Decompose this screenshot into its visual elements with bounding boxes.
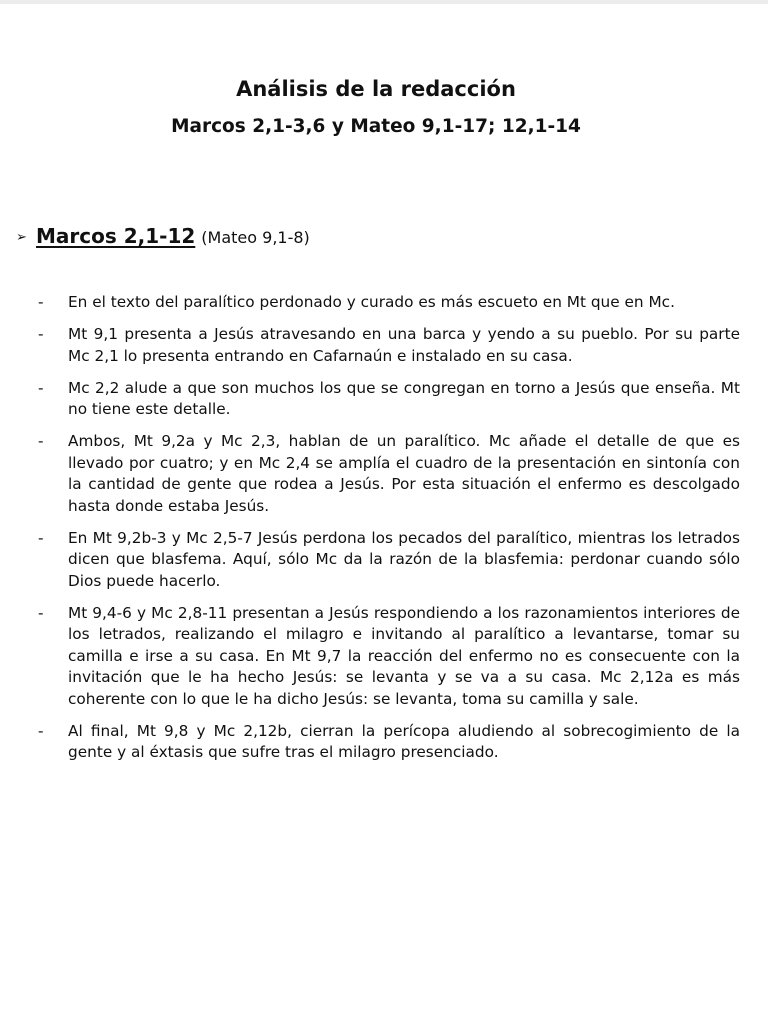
list-dash: -	[38, 378, 44, 397]
section-heading-reference: (Mateo 9,1-8)	[201, 228, 310, 247]
list-item	[38, 431, 740, 517]
list-item-text: Mt 9,4-6 y Mc 2,8-11 presentan a Jesús respondiendo a los razonamientos interiores de los letrados, realizando el milagro e invitando al paralítico a levantarse, tomar su camilla e irse a su casa. En Mt 9,7 la reacción del enfermo no es consecuente con la invitación que le ha hecho Jesús: se levanta y se va a su casa. Mc 2,12a es más coherente con lo que le ha dicho Jesús: se levanta, toma su camilla y sale.	[68, 603, 740, 708]
list-item	[38, 603, 740, 711]
list-item-text: Al final, Mt 9,8 y Mc 2,12b, cierran la perícopa aludiendo al sobrecogimiento de la gente y al éxtasis que sufre tras el milagro presenciado.	[68, 721, 740, 761]
list-dash: -	[38, 528, 44, 547]
section-heading	[16, 222, 736, 252]
list-item	[38, 721, 740, 764]
list-item	[38, 324, 740, 367]
list-item-text: En el texto del paralítico perdonado y curado es más escueto en Mt que en Mc.	[68, 293, 675, 311]
document-subtitle: Marcos 2,1-3,6 y Mateo 9,1-17; 12,1-14	[171, 116, 581, 137]
document-title: Análisis de la redacción	[236, 77, 516, 101]
list-item-text: Ambos, Mt 9,2a y Mc 2,3, hablan de un paralítico. Mc añade el detalle de que es llevado por cuatro; y en Mc 2,4 se amplía el cuadro de la presentación en sintonía con la cantidad de gente que rodea a Jesús. Por esta situación el enfermo es descolgado hasta donde estaba Jesús.	[68, 432, 740, 515]
list-dash: -	[38, 432, 44, 450]
list-item	[38, 378, 740, 421]
list-dash: -	[38, 293, 44, 311]
list-dash: -	[38, 721, 44, 740]
section-heading-title: Marcos 2,1-12	[36, 224, 196, 248]
page-top-edge	[0, 0, 768, 4]
list-item-text: Mc 2,2 alude a que son muchos los que se congregan en torno a Jesús que enseña. Mt no tiene este detalle.	[68, 378, 740, 418]
list-item	[38, 528, 740, 593]
list-dash: -	[38, 325, 44, 343]
list-dash: -	[38, 603, 44, 622]
list-item-text: En Mt 9,2b-3 y Mc 2,5-7 Jesús perdona los pecados del paralítico, mientras los letrados dicen que blasfema. Aquí, sólo Mc da la razón de la blasfemia: perdonar cuando sólo Dios puede hacerlo.	[68, 528, 740, 590]
arrow-bullet-icon: ➢	[16, 230, 27, 245]
list-item-text: Mt 9,1 presenta a Jesús atravesando en una barca y yendo a su pueblo. Por su parte Mc 2,1 lo presenta entrando en Cafarnaún e instalado en su casa.	[68, 325, 740, 365]
list-item	[38, 292, 740, 314]
observation-list	[38, 292, 740, 774]
